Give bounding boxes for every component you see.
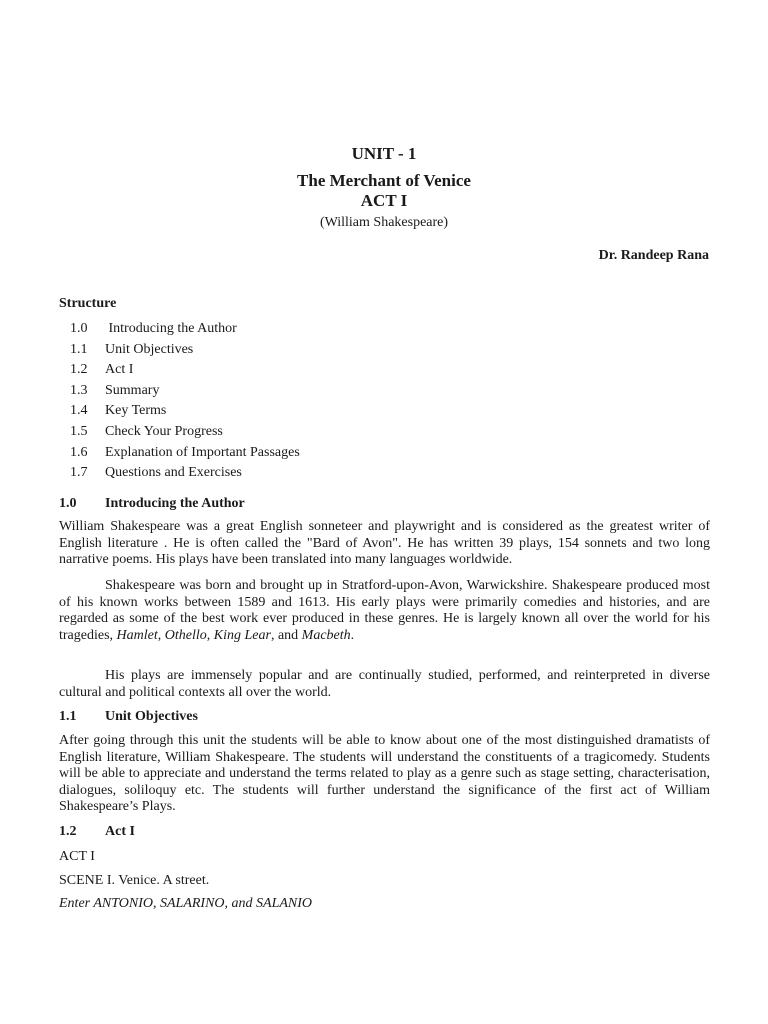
structure-item: [70, 319, 300, 340]
structure-item: [70, 422, 300, 443]
playwright-subtitle: (William Shakespeare): [319, 215, 449, 230]
act-heading: ACT I: [360, 191, 408, 210]
act-line: ACT I: [59, 849, 95, 864]
structure-item: [70, 360, 300, 381]
structure-item: [70, 340, 300, 361]
stage-direction-text: Enter ANTONIO, SALARINO, and SALANIO: [59, 896, 313, 911]
work-title: Hamlet: [116, 627, 158, 643]
structure-item-number: 1.3: [70, 382, 88, 398]
objectives-paragraph: After going through this unit the students will be able to know about one of the most distinguished dramatists of English literature, William Shakespeare. The students will understand the constituents of a tragicomedy. Students will be able to appreciate and understand the terms related to play as a genre such as stage setting, characterisation, dialogues, soliloquy etc. The students will further understand the significance of the first act of William Shakespeare’s Plays.: [59, 733, 710, 814]
scene-line: SCENE I. Venice. A street.: [59, 873, 210, 888]
structure-item-label: Explanation of Important Passages: [105, 444, 300, 460]
structure-item-label: Introducing the Author: [105, 321, 237, 336]
structure-item-label: Unit Objectives: [105, 341, 194, 357]
section-title: Introducing the Author: [105, 496, 245, 511]
separator-text: , and: [270, 627, 302, 643]
structure-item: [70, 381, 300, 402]
structure-item-label: Summary: [105, 382, 160, 398]
structure-item-number: 1.1: [70, 341, 88, 357]
author-paragraph-3: His plays are immensely popular and are continually studied, performed, and reinterpreted in diverse cultural and political contexts all over the world.: [59, 668, 710, 700]
structure-item-label: Check Your Progress: [105, 423, 223, 439]
structure-item-label: Key Terms: [105, 403, 167, 419]
separator-text: ,: [206, 627, 214, 643]
structure-item-number: 1.2: [70, 362, 88, 378]
author-paragraph-2-text: Shakespeare was born and brought up in Stratford-upon-Avon, Warwickshire. Shakespeare produced most of his known works between 1589 and 1613. His early plays were primarily comedies and histories, and are regarded as some of the best work ever produced in these genres. He is largely known all over the world for his tragedies,: [59, 578, 710, 643]
structure-item-number: 1.0: [70, 321, 88, 336]
section-heading-introducing-author: [59, 496, 245, 512]
structure-item-number: 1.5: [70, 423, 88, 439]
author-paragraph-1: William Shakespeare was a great English sonneteer and playwright and is considered as the greatest writer of English literature . He is often called the "Bard of Avon". He has written 39 plays, 154 sonnets and two long narrative poems. His plays have been translated into many languages worldwide.: [59, 519, 710, 567]
stage-direction: [59, 896, 312, 912]
structure-item-number: 1.7: [70, 465, 88, 481]
structure-item-label: Questions and Exercises: [105, 465, 242, 481]
section-number: 1.2: [59, 824, 77, 839]
author-name: Dr. Randeep Rana: [598, 248, 709, 263]
structure-item: [70, 401, 300, 422]
structure-item: [70, 463, 300, 484]
work-title: King Lear: [213, 627, 271, 643]
separator-text: .: [350, 627, 355, 643]
structure-heading: Structure: [59, 296, 117, 311]
separator-text: ,: [157, 627, 165, 643]
unit-heading: UNIT - 1: [351, 144, 417, 163]
section-heading-act-i: [59, 824, 135, 840]
author-paragraph-2: [59, 578, 710, 644]
section-title: Act I: [105, 824, 135, 839]
structure-item-number: 1.6: [70, 444, 88, 460]
structure-item-number: 1.4: [70, 403, 88, 419]
structure-item: [70, 443, 300, 464]
section-number: 1.0: [59, 496, 77, 511]
section-heading-unit-objectives: [59, 709, 198, 725]
play-title: The Merchant of Venice: [297, 171, 471, 190]
structure-list: [70, 319, 300, 484]
work-title: Macbeth: [301, 627, 351, 643]
structure-item-label: Act I: [105, 362, 134, 378]
section-number: 1.1: [59, 709, 77, 724]
section-title: Unit Objectives: [105, 709, 198, 724]
work-title: Othello: [164, 627, 207, 643]
